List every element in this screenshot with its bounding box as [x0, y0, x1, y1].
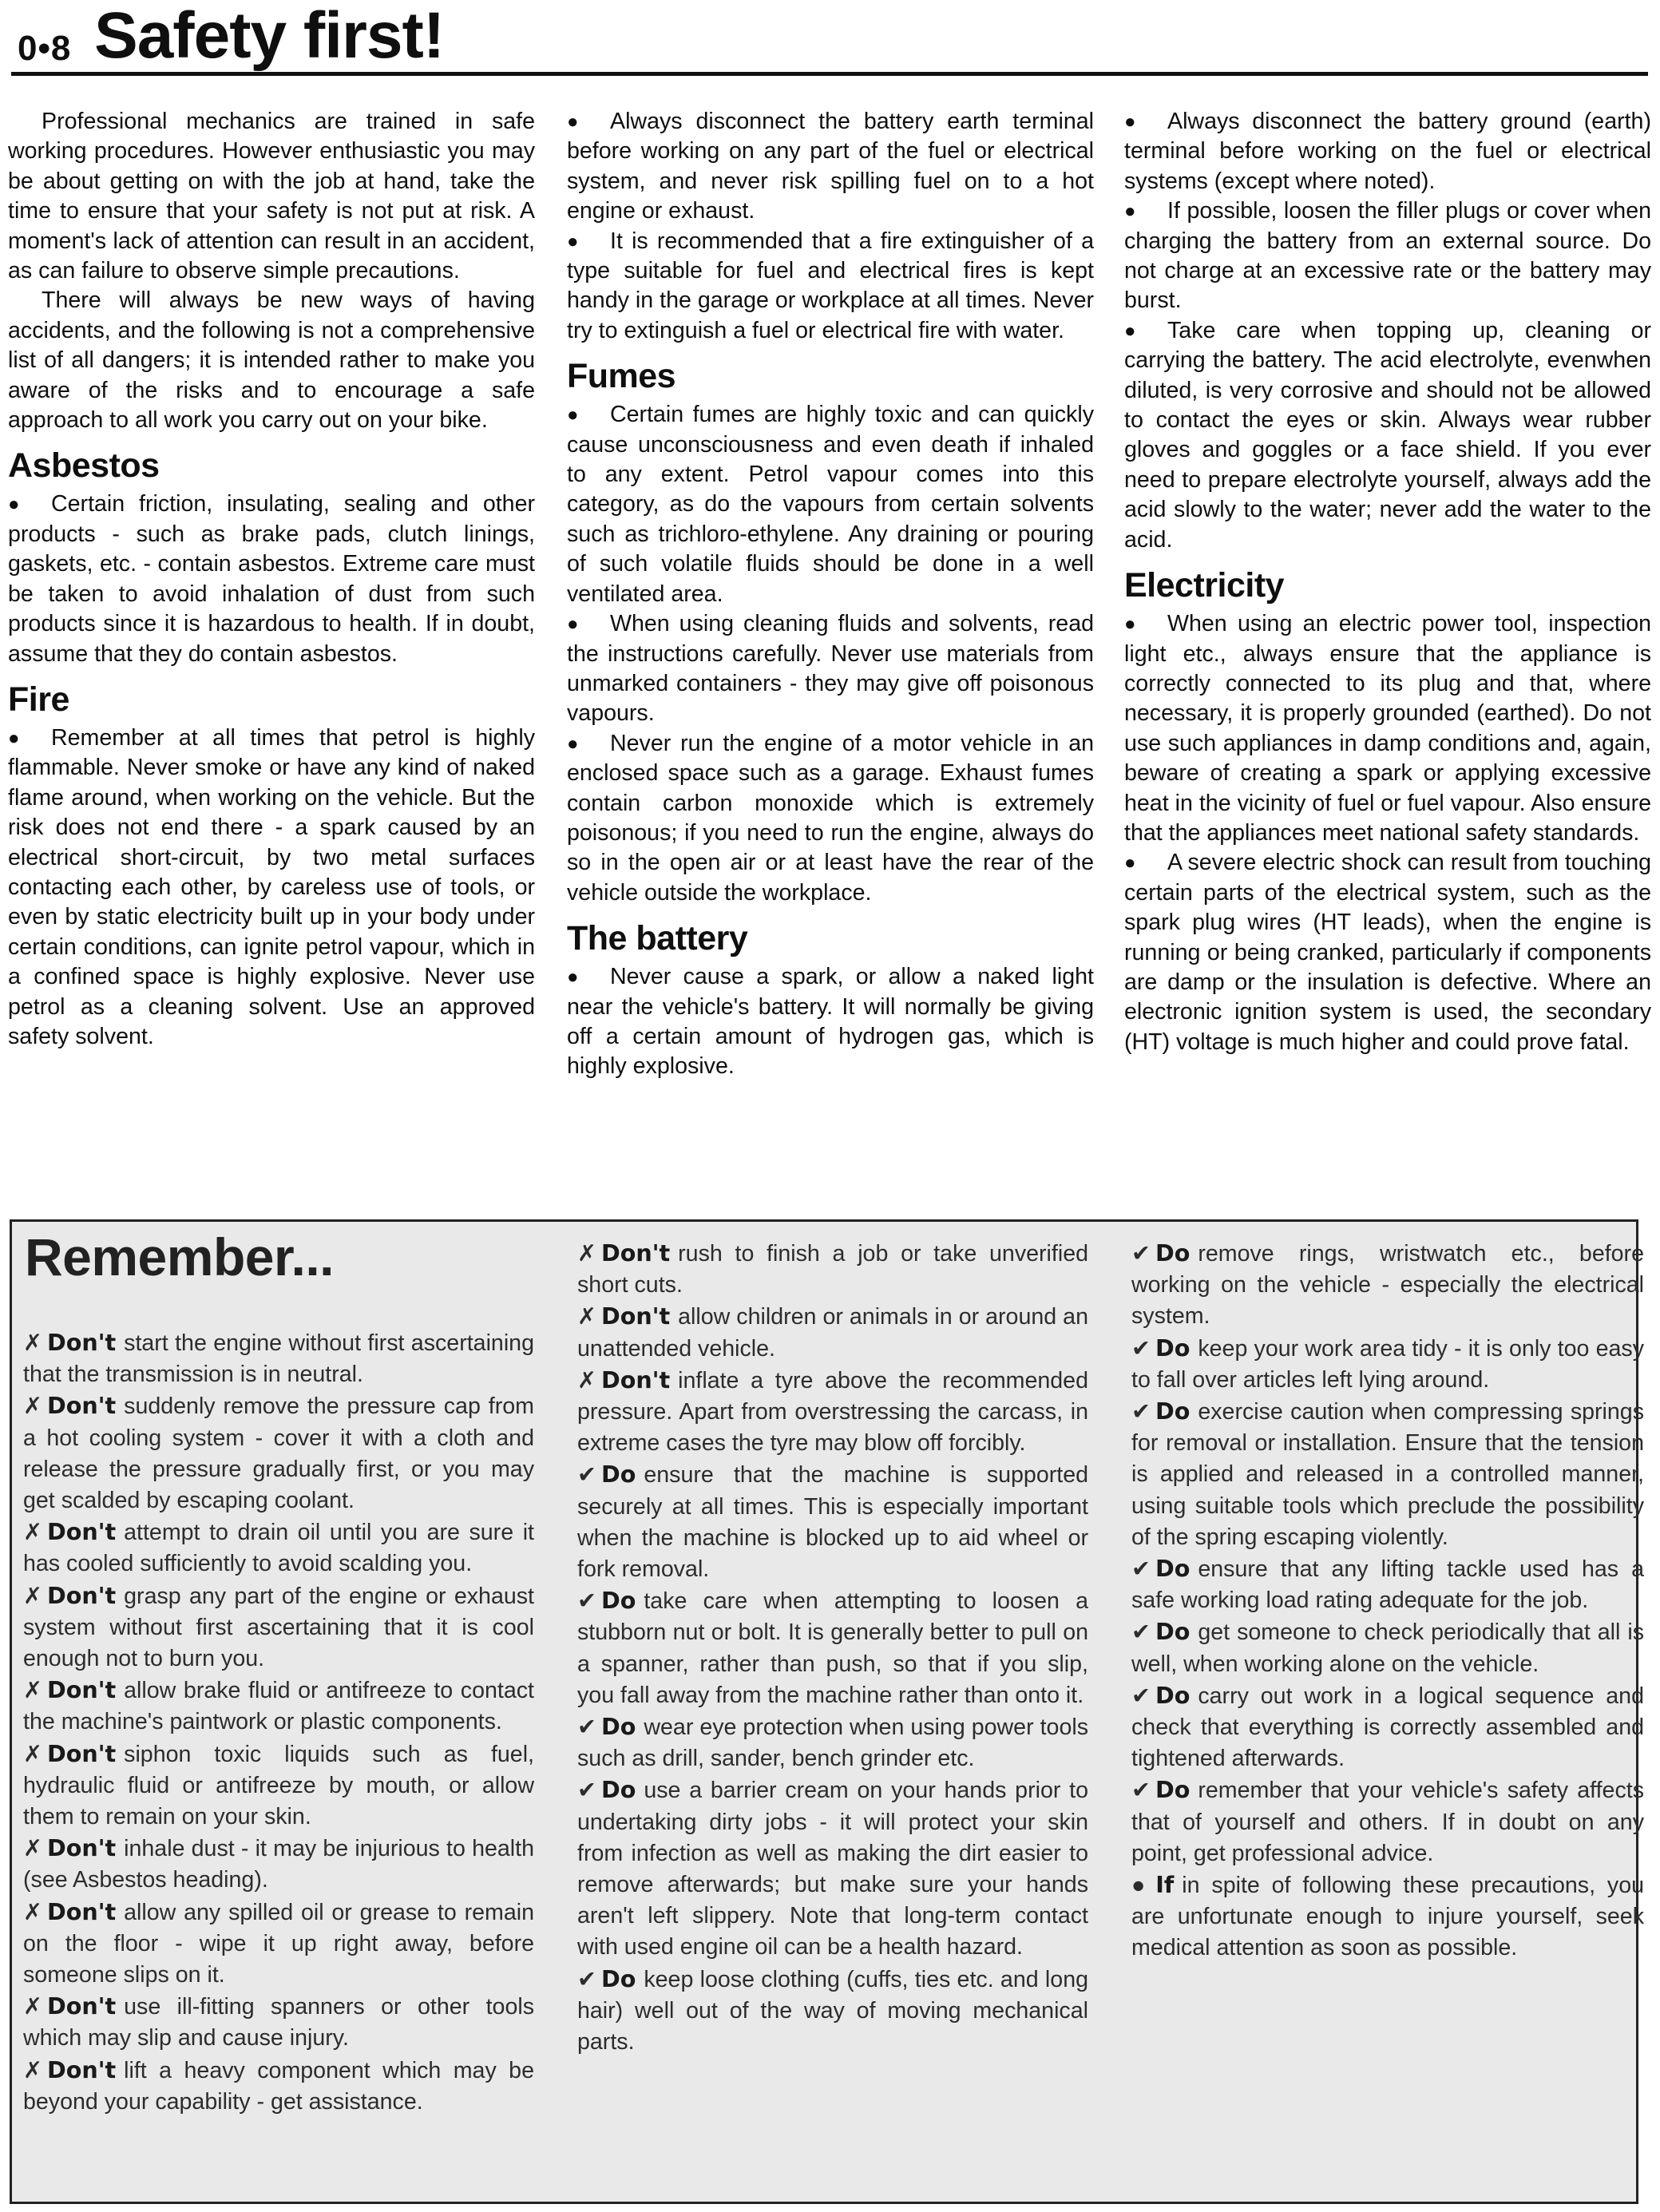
asbestos-heading: Asbestos: [8, 446, 160, 486]
remember-text: exercise caution when compressing springs for removal or installation. Ensure that the tension is applied and released in a controlled manner, using suitable tools which preclude the possibility of the spring escaping violently.: [1131, 1399, 1644, 1550]
remember-text: keep your work area tidy - it is only too easy to fall over articles left lying around.: [1131, 1335, 1644, 1393]
remember-text: remember that your vehicle's safety affects that of yourself and others. If in doubt on any point, get professional advice.: [1131, 1778, 1644, 1866]
remember-column-2: [577, 1238, 1088, 2058]
fire-item: [8, 723, 535, 1052]
bullet-icon: ●: [567, 404, 579, 426]
remember-tag: Do: [1155, 1618, 1191, 1646]
bullet-icon: ●: [1124, 613, 1136, 636]
battery-item: [1124, 107, 1651, 196]
remember-item: [577, 1711, 1088, 1774]
remember-text: wear eye protection when using power tools such as drill, sander, bench grinder etc.: [577, 1714, 1088, 1772]
cross-icon: ✗: [23, 1520, 42, 1546]
remember-text: start the engine without first ascertaining that the transmission is in neutral.: [23, 1330, 534, 1388]
remember-item: [1131, 1333, 1644, 1396]
remember-tag: Do: [1155, 1397, 1191, 1425]
column-1: [8, 107, 535, 1052]
remember-tag: Don't: [46, 1739, 117, 1767]
fumes-heading: Fumes: [567, 357, 676, 396]
remember-text: in spite of following these precautions, you are unfortunate enough to injure yourself, seek medical attention as soon as possible.: [1131, 1873, 1644, 1961]
electricity-heading: Electricity: [1124, 566, 1285, 605]
electricity-item: [1124, 848, 1651, 1057]
cross-icon: ✗: [23, 1994, 42, 2020]
remember-text: allow any spilled oil or grease to remain on the floor - wipe it up right away, before someone slips on it.: [23, 1899, 534, 1988]
remember-tag: Don't: [46, 2055, 117, 2083]
bullet-text: It is recommended that a fire extinguisher of a type suitable for fuel and electrical fires is kept handy in the garage or workplace at all times. Never try to extinguish a fuel or electrical fire with water.: [567, 228, 1094, 343]
remember-item: [23, 2055, 534, 2118]
bullet-icon: ●: [1124, 852, 1136, 874]
remember-item: [23, 1738, 534, 1833]
remember-tag: Do: [1155, 1555, 1191, 1583]
fumes-item: [567, 400, 1094, 609]
electricity-item: [1124, 609, 1651, 848]
remember-text: inflate a tyre above the recommended pressure. Apart from overstressing the carcass, in extreme cases the tyre may blow off forcibly.: [577, 1367, 1088, 1457]
bullet-text: A severe electric shock can result from touching certain parts of the electrical system, such as the spark plug wires (HT leads), when the engine is running or being cranked, particularly if components are damp or the insulation is defective. Where an electronic ignition system is used, the secondary (HT) voltage is much higher and could prove fatal.: [1124, 850, 1651, 1055]
cross-icon: ✗: [23, 1583, 42, 1609]
remember-text: inhale dust - it may be injurious to health (see Asbestos heading).: [23, 1836, 534, 1893]
cross-icon: ✗: [23, 1678, 42, 1704]
remember-tag: Don't: [46, 1992, 117, 2020]
cross-icon: ✗: [23, 1899, 42, 1925]
remember-item: [577, 1459, 1088, 1585]
bullet-icon: ●: [8, 727, 20, 749]
remember-text: take care when attempting to loosen a stubborn nut or bolt. It is generally better to pull on a spanner, rather than push, so that if you slip, you fall away from the machine rather than onto it.: [577, 1588, 1088, 1708]
battery-item: [567, 962, 1094, 1082]
column-2: [567, 107, 1094, 1082]
remember-text: allow children or animals in or around an unattended vehicle.: [577, 1304, 1088, 1362]
bullet-icon: ●: [1124, 200, 1136, 223]
remember-item: [1131, 1680, 1644, 1775]
remember-tag: Do: [1155, 1776, 1191, 1804]
check-icon: ✔: [1131, 1399, 1151, 1425]
remember-tag: Do: [1155, 1239, 1191, 1267]
remember-text: ensure that the machine is supported securely at all times. This is especially important when the machine is blocked up to aid wheel or fork removal.: [577, 1462, 1088, 1583]
remember-tag: Do: [600, 1713, 636, 1741]
cross-icon: ✗: [23, 2057, 42, 2083]
remember-text: keep loose clothing (cuffs, ties etc. and long hair) well out of the way of moving mechanical parts.: [577, 1966, 1088, 2055]
fire-heading: Fire: [8, 680, 69, 719]
cross-icon: ✗: [577, 1304, 596, 1330]
remember-tag: Don't: [600, 1239, 671, 1267]
remember-tag: Don't: [46, 1518, 117, 1546]
remember-item: [23, 1897, 534, 1992]
cross-icon: ✗: [23, 1330, 42, 1356]
remember-item: [1131, 1869, 1644, 1964]
remember-item: [1131, 1774, 1644, 1869]
remember-tag: Do: [1155, 1681, 1191, 1709]
remember-item: [23, 1580, 534, 1675]
remember-item: [23, 1991, 534, 2054]
bullet-text: Remember at all times that petrol is highly flammable. Never smoke or have any kind of naked flame around, when working on the vehicle. But the risk does not end there - a spark caused by an electrical short-circuit, by two metal surfaces contacting each other, by careless use of tools, or even by static electricity built up in your body under certain conditions, can ignite petrol vapour, which in a confined space is highly explosive. Never use petrol as a cleaning solvent. Use an approved safety solvent.: [8, 724, 535, 1049]
remember-title: Remember...: [25, 1227, 335, 1286]
check-icon: ✔: [577, 1778, 596, 1804]
remember-box: [10, 1219, 1644, 2204]
check-icon: ✔: [577, 1966, 596, 1992]
bullet-text: Never run the engine of a motor vehicle in an enclosed space such as a garage. Exhaust fumes contain carbon monoxide which is extremely poisonous; if you need to run the engine, always do so in the open air or at least have the rear of the vehicle outside the workplace.: [567, 730, 1094, 906]
remember-item: [1131, 1396, 1644, 1553]
check-icon: ✔: [577, 1588, 596, 1615]
remember-item: [23, 1833, 534, 1896]
bullet-text: Certain friction, insulating, sealing and other products - such as brake pads, clutch linings, gaskets, etc. - contain asbestos. Extreme care must be taken to avoid inhalation of dust from such products since it is hazardous to health. If in doubt, assume that they do contain asbestos.: [8, 491, 535, 667]
intro-paragraph: There will always be new ways of having accidents, and the following is not a comprehensive list of all dangers; it is intended rather to make you aware of the risks and to encourage a safe approach to all work you carry out on your bike.: [8, 287, 535, 434]
remember-text: suddenly remove the pressure cap from a hot cooling system - cover it with a cloth and release the pressure gradually first, or you may get scalded by escaping coolant.: [23, 1393, 534, 1514]
remember-text: use ill-fitting spanners or other tools which may slip and cause injury.: [23, 1994, 534, 2051]
remember-tag: Do: [600, 1587, 636, 1615]
bullet-icon: ●: [567, 732, 579, 755]
check-icon: ✔: [1131, 1619, 1151, 1646]
bullet-icon: ●: [1124, 319, 1136, 342]
check-icon: ✔: [1131, 1241, 1151, 1267]
page-header: [11, 0, 1648, 76]
remember-item: [577, 1301, 1088, 1364]
fumes-item: [567, 729, 1094, 908]
remember-text: rush to finish a job or take unverified short cuts.: [577, 1241, 1088, 1298]
bullet-text: Always disconnect the battery earth terminal before working on any part of the fuel or electrical system, and never risk spilling fuel on to a hot engine or exhaust.: [567, 109, 1094, 224]
battery-item: [1124, 316, 1651, 555]
check-icon: ✔: [1131, 1683, 1151, 1709]
remember-text: get someone to check periodically that all is well, when working alone on the vehicle.: [1131, 1619, 1644, 1677]
remember-tag: Don't: [600, 1302, 671, 1330]
bullet-icon: ●: [8, 494, 20, 516]
bullet-text: When using cleaning fluids and solvents, read the instructions carefully. Never use materials from unmarked containers - they may give off poisonous vapours.: [567, 611, 1094, 727]
remember-item: [577, 1365, 1088, 1460]
bullet-text: Take care when topping up, cleaning or carrying the battery. The acid electrolyte, evenwhen diluted, is very corrosive and should not be allowed to contact the eyes or skin. Always wear rubber gloves and goggles or a face shield. If you ever need to prepare electrolyte yourself, always add the acid slowly to the water; never add the water to the acid.: [1124, 317, 1651, 553]
remember-text: use a barrier cream on your hands prior to undertaking dirty jobs - it will protect your skin from infection as well as making the dirt easier to remove afterwards; but make sure your hands aren't left slippery. Note that long-term contact with used engine oil can be a health hazard.: [577, 1778, 1088, 1960]
bullet-icon: ●: [567, 111, 579, 133]
battery-heading: The battery: [567, 919, 748, 958]
remember-item: [577, 1585, 1088, 1711]
remember-item: [23, 1327, 534, 1390]
remember-tag: Don't: [46, 1897, 117, 1925]
remember-text: allow brake fluid or antifreeze to contact the machine's paintwork or plastic components.: [23, 1678, 534, 1735]
remember-tag: Don't: [600, 1366, 671, 1393]
remember-tag: Don't: [46, 1329, 117, 1356]
remember-text: siphon toxic liquids such as fuel, hydraulic fluid or antifreeze by mouth, or allow them to remain on your skin.: [23, 1741, 534, 1830]
bullet-text: Certain fumes are highly toxic and can quickly cause unconsciousness and even death if inhaled to any extent. Petrol vapour comes into this category, as do the vapours from certain solvents such as trichloro-ethylene. Any draining or pouring of such volatile fluids should be done in a well ventilated area.: [567, 402, 1094, 607]
remember-item: [23, 1516, 534, 1580]
safety-item: [567, 227, 1094, 347]
remember-tag: Don't: [46, 1392, 117, 1420]
cross-icon: ✗: [577, 1241, 596, 1267]
check-icon: ✔: [577, 1714, 596, 1741]
page-number: 0•8: [18, 29, 72, 68]
remember-item: [23, 1675, 534, 1738]
remember-item: [577, 1774, 1088, 1963]
column-3: [1124, 107, 1651, 1057]
page-title: Safety first!: [94, 0, 445, 72]
remember-tag: Don't: [46, 1581, 117, 1609]
remember-text: remove rings, wristwatch etc., before working on the vehicle - especially the electrical system.: [1131, 1241, 1644, 1330]
bullet-icon: ●: [567, 230, 579, 252]
remember-item: [577, 1964, 1088, 2059]
remember-text: grasp any part of the engine or exhaust system without first ascertaining that it is cool enough not to burn you.: [23, 1583, 534, 1672]
check-icon: ✔: [577, 1462, 596, 1489]
remember-column-1: [23, 1327, 534, 2118]
remember-text: carry out work in a logical sequence and check that everything is correctly assembled and tightened afterwards.: [1131, 1683, 1644, 1772]
remember-tag: Don't: [46, 1834, 117, 1862]
remember-tag: If: [1155, 1871, 1175, 1899]
check-icon: ✔: [1131, 1778, 1151, 1804]
bullet-icon: ●: [567, 966, 579, 989]
check-icon: ✔: [1131, 1335, 1151, 1362]
safety-item: [567, 107, 1094, 227]
bullet-text: When using an electric power tool, inspection light etc., always ensure that the appliance is correctly connected to its plug and that, where necessary, it is properly grounded (earthed). Do not use such appliances in damp conditions and, again, beware of creating a spark or applying excessive heat in the vicinity of fuel or fuel vapour. Also ensure that the appliances meet national safety standards.: [1124, 611, 1651, 846]
remember-tag: Do: [600, 1964, 636, 1992]
remember-item: [1131, 1238, 1644, 1333]
cross-icon: ✗: [577, 1367, 596, 1393]
cross-icon: ✗: [23, 1741, 42, 1767]
remember-item: [23, 1390, 534, 1516]
asbestos-item: [8, 490, 535, 668]
remember-tag: Do: [600, 1461, 636, 1489]
bullet-text: If possible, loosen the filler plugs or cover when charging the battery from an external source. Do not charge at an excessive rate or the battery may burst.: [1124, 198, 1651, 314]
remember-column-3: [1131, 1238, 1644, 1964]
battery-item: [1124, 196, 1651, 316]
bullet-text: Never cause a spark, or allow a naked light near the vehicle's battery. It will normally be giving off a certain amount of hydrogen gas, which is highly explosive.: [567, 964, 1094, 1080]
remember-item: [1131, 1616, 1644, 1679]
check-icon: ✔: [1131, 1556, 1151, 1583]
bullet-text: Always disconnect the battery ground (earth) terminal before working on the fuel or electrical systems (except where noted).: [1124, 109, 1651, 194]
remember-text: lift a heavy component which may be beyond your capability - get assistance.: [23, 2057, 534, 2115]
remember-tag: Do: [600, 1776, 636, 1804]
bullet-icon: ●: [1131, 1873, 1151, 1899]
remember-tag: Don't: [46, 1676, 117, 1704]
remember-item: [577, 1238, 1088, 1301]
intro-paragraph: Professional mechanics are trained in safe working procedures. However enthusiastic you may be about getting on with the job at hand, take the time to ensure that your safety is not put at risk. A moment's lack of attention can result in an accident, as can failure to observe simple precautions.: [8, 109, 535, 284]
cross-icon: ✗: [23, 1393, 42, 1420]
remember-text: attempt to drain oil until you are sure it has cooled sufficiently to avoid scalding you.: [23, 1520, 534, 1577]
bullet-icon: ●: [567, 613, 579, 636]
remember-item: [1131, 1553, 1644, 1616]
bullet-icon: ●: [1124, 111, 1136, 133]
fumes-item: [567, 609, 1094, 729]
remember-tag: Do: [1155, 1334, 1191, 1362]
cross-icon: ✗: [23, 1836, 42, 1862]
remember-text: ensure that any lifting tackle used has a safe working load rating adequate for the job.: [1131, 1556, 1644, 1614]
